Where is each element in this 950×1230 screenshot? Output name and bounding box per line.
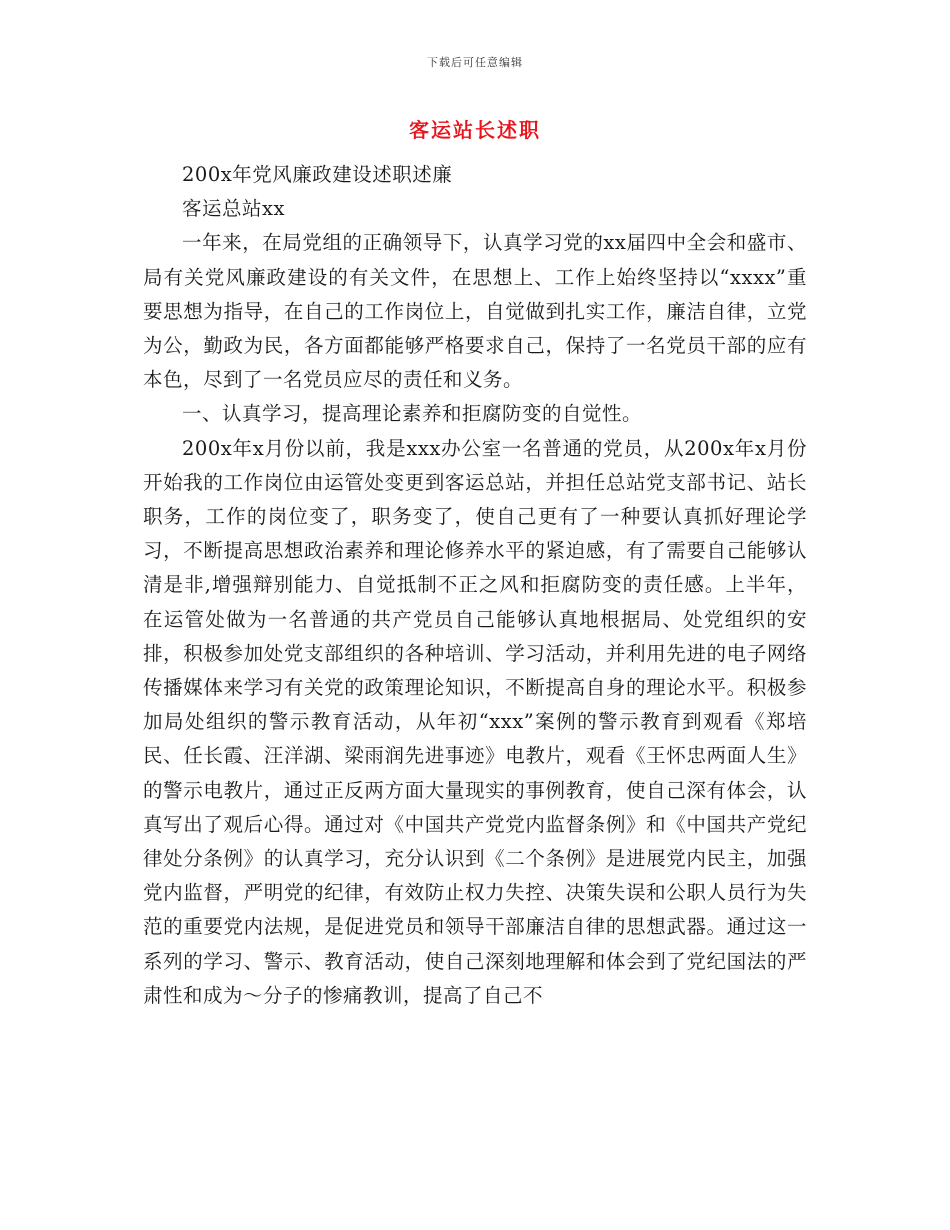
document-body: [143, 158, 807, 1013]
author-paragraph: 客运总站xx: [182, 197, 285, 221]
page-header-note: 下载后可任意编辑: [427, 56, 523, 69]
body-paragraph: 200x年x月份以前，我是xxx办公室一名普通的党员，从200x年x月份开始我的工作岗位由运管处变更到客运总站，并担任总站党支部书记、站长职务，工作的岗位变了，职务变了，使自己更有了一种要认真抓好理论学习，不断提高思想政治素养和理论修养水平的紧迫感，有了需要自己能够认清是非,增强辩别能力、自觉抵制不正之风和拒腐防变的责任感。上半年，在运管处做为一名普通的共产党员自己能够认真地根据局、处党组织的安排，积极参加处党支部组织的各种培训、学习活动，并利用先进的电子网络传播媒体来学习有关党的政策理论知识，不断提高自身的理论水平。积极参加局处组织的警示教育活动，从年初“xxx”案例的警示教育到观看《郑培民、任长霞、汪洋湖、梁雨润先进事迹》电教片，观看《王怀忠两面人生》的警示电教片，通过正反两方面大量现实的事例教育，使自己深有体会，认真写出了观后心得。通过对《中国共产党党内监督条例》和《中国共产党纪律处分条例》的认真学习，充分认识到《二个条例》是进展党内民主，加强党内监督，严明党的纪律，有效防止权力失控、决策失误和公职人员行为失范的重要党内法规，是促进党员和领导干部廉洁自律的思想武器。通过这一系列的学习、警示、教育活动，使自己深刻地理解和体会到了党纪国法的严肃性和成为～分子的惨痛教训，提高了自己不: [143, 436, 807, 1007]
section-heading-1: 一、认真学习，提高理论素养和拒腐防变的自觉性。: [182, 402, 643, 426]
document-title: 客运站长述职: [409, 118, 541, 142]
intro-paragraph: 一年来，在局党组的正确领导下，认真学习党的xx届四中全会和盛市、局有关党风廉政建设的有关文件，在思想上、工作上始终坚持以“xxxx”重要思想为指导，在自己的工作岗位上，自觉做到扎实工作，廉洁自律，立党为公，勤政为民，各方面都能够严格要求自己，保持了一名党员干部的应有本色，尽到了一名党员应尽的责任和义务。: [143, 231, 807, 392]
subtitle-paragraph: 200x年党风廉政建设述职述廉: [182, 163, 453, 186]
